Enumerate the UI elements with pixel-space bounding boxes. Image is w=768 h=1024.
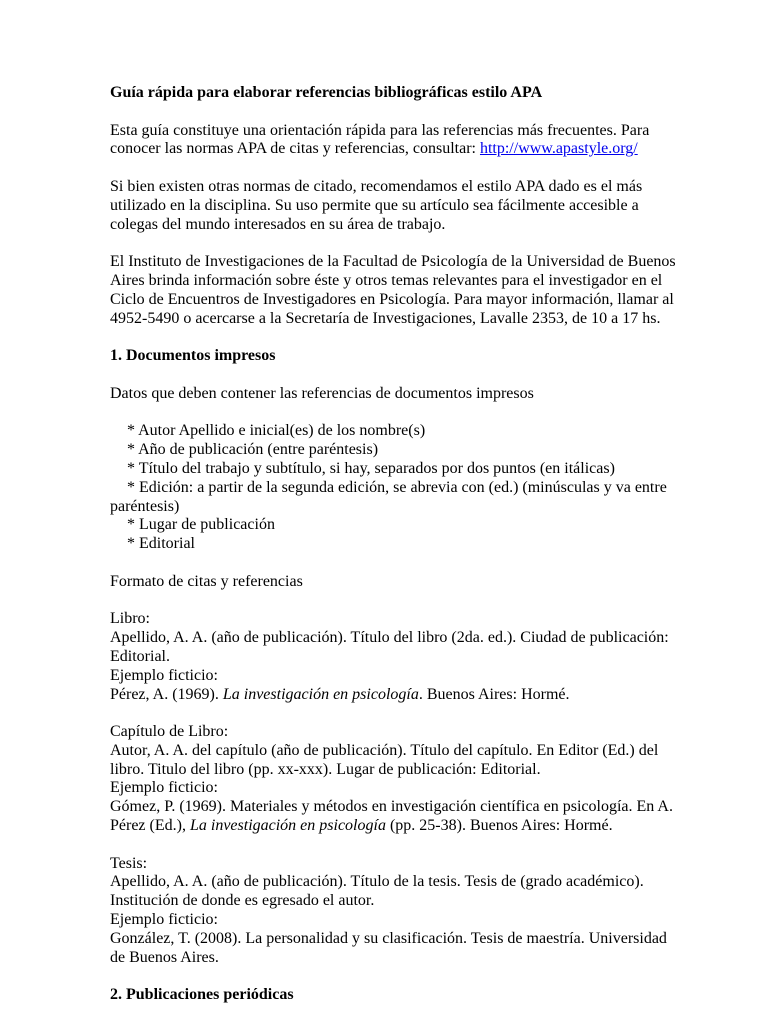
text-segment: * Lugar de publicación (127, 516, 275, 534)
text-line (110, 216, 676, 235)
italic-title: La investigación en psicología (189, 817, 386, 835)
text-segment: Aires brinda información sobre éste y otros temas relevantes para el investigador en el (110, 271, 663, 289)
text-segment: Autor, A. A. del capítulo (año de publicación). Título del capítulo. En Editor (Ed.) del (110, 741, 659, 759)
thesis-example (110, 855, 676, 968)
intro-paragraph (110, 122, 676, 160)
text-line (110, 310, 676, 329)
institute-paragraph (110, 253, 676, 328)
text-line (110, 648, 676, 667)
text-segment: 4952-5490 o acercarse a la Secretaría de Investigaciones, Lavalle 2353, de 10 a 17 hs. (110, 309, 661, 327)
text-line (110, 911, 676, 930)
text-line (110, 667, 676, 686)
text-line (110, 272, 676, 291)
text-segment: Gómez, P. (1969). Materiales y métodos en investigación científica en psicología. En A. (110, 798, 673, 816)
list-item (110, 422, 676, 441)
text-segment: Tesis: (110, 854, 148, 872)
text-segment: Ejemplo ficticio: (110, 911, 218, 929)
text-segment: * Título del trabajo y subtítulo, si hay, separados por dos puntos (en itálicas) (127, 459, 615, 477)
text-line (110, 986, 676, 1005)
text-segment: * Edición: a partir de la segunda edición, se abrevia con (ed.) (minúsculas y va entre (127, 478, 667, 496)
text-segment: paréntesis) (110, 497, 180, 515)
text-line (110, 140, 676, 159)
text-line (110, 855, 676, 874)
text-segment: Formato de citas y referencias (110, 572, 303, 590)
text-segment: (pp. 25-38). Buenos Aires: Hormé. (385, 817, 613, 835)
text-segment: González, T. (2008). La personalidad y su clasificación. Tesis de maestría. Universidad (110, 929, 667, 947)
text-segment: Apellido, A. A. (año de publicación). Título de la tesis. Tesis de (grado académico). (110, 873, 644, 891)
text-line (110, 629, 676, 648)
format-intro (110, 573, 676, 592)
text-line (110, 573, 676, 592)
text-segment: . Buenos Aires: Hormé. (418, 685, 570, 703)
data-intro (110, 385, 676, 404)
text-segment: Ciclo de Encuentros de Investigadores en Psicología. Para mayor información, llamar al (110, 290, 674, 308)
list-item (110, 479, 676, 498)
text-segment: Guía rápida para elaborar referencias bibliográficas estilo APA (110, 84, 543, 101)
text-segment: * Autor Apellido e inicial(es) de los nombre(s) (127, 422, 426, 440)
text-segment: Libro: (110, 610, 150, 628)
text-segment: Pérez (Ed.), (110, 817, 190, 835)
text-line (110, 949, 676, 968)
text-segment: El Instituto de Investigaciones de la Facultad de Psicología de la Universidad de Buenos (110, 253, 676, 271)
document-title (110, 84, 676, 103)
text-segment: colegas del mundo interesados en su área de trabajo. (110, 215, 446, 233)
text-line (110, 930, 676, 949)
text-segment: 1. Documentos impresos (110, 347, 276, 365)
section-heading-1 (110, 347, 676, 366)
text-line (110, 761, 676, 780)
list-item (110, 460, 676, 479)
text-segment: Ejemplo ficticio: (110, 666, 218, 684)
text-line (110, 723, 676, 742)
text-line (110, 197, 676, 216)
text-line (110, 873, 676, 892)
section-heading-2 (110, 986, 676, 1005)
text-segment: Apellido, A. A. (año de publicación). Título del libro (2da. ed.). Ciudad de publicación: (110, 629, 669, 647)
text-segment: * Editorial (127, 535, 195, 553)
text-segment: Editorial. (110, 647, 170, 665)
text-line (110, 347, 676, 366)
recommendation-paragraph (110, 178, 676, 234)
italic-title: La investigación en psicología (222, 685, 419, 703)
text-segment: * Año de publicación (entre paréntesis) (127, 441, 379, 459)
text-line (110, 253, 676, 272)
data-list (110, 422, 676, 554)
text-line (110, 742, 676, 761)
text-segment: 2. Publicaciones periódicas (110, 986, 294, 1004)
text-line (110, 385, 676, 404)
text-line (110, 122, 676, 141)
text-segment: Pérez, A. (1969). (110, 685, 223, 703)
text-line (110, 892, 676, 911)
text-line (110, 779, 676, 798)
text-line (110, 686, 676, 705)
text-segment: Si bien existen otras normas de citado, recomendamos el estilo APA dado es el más (110, 177, 643, 195)
text-segment: de Buenos Aires. (110, 948, 219, 966)
text-segment: Esta guía constituye una orientación rápida para las referencias más frecuentes. Para (110, 121, 650, 139)
text-segment: Capítulo de Libro: (110, 723, 229, 741)
text-line (110, 291, 676, 310)
text-line (110, 610, 676, 629)
apastyle-link[interactable]: http://www.apastyle.org/ (479, 140, 638, 158)
document-page (110, 84, 676, 1024)
text-segment: Ejemplo ficticio: (110, 779, 218, 797)
book-example (110, 610, 676, 704)
chapter-example (110, 723, 676, 836)
list-item (110, 535, 676, 554)
text-segment: utilizado en la disciplina. Su uso permite que su artículo sea fácilmente accesible a (110, 196, 639, 214)
list-item (110, 498, 676, 517)
text-line (110, 178, 676, 197)
text-line (110, 798, 676, 817)
text-line (110, 84, 676, 103)
text-segment: Institución de donde es egresado el autor. (110, 892, 375, 910)
text-segment: Datos que deben contener las referencias de documentos impresos (110, 384, 534, 402)
text-line (110, 817, 676, 836)
text-segment: libro. Titulo del libro (pp. xx-xxx). Lugar de publicación: Editorial. (110, 760, 541, 778)
list-item (110, 441, 676, 460)
text-segment: conocer las normas APA de citas y referencias, consultar: (110, 140, 480, 158)
list-item (110, 516, 676, 535)
